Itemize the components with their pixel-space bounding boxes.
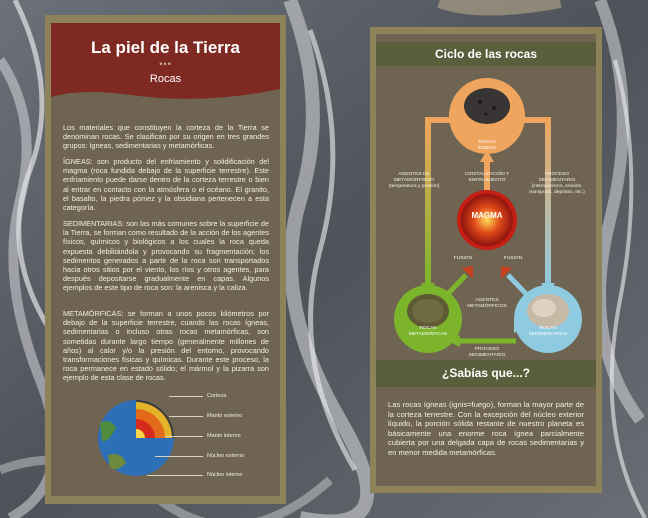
sedimentary-paragraph: SEDIMENTARIAS: son las más comunes sobre la superficie de la Tierra, se forman como resultado de la acción de los agentes físicos, químicos y biológicos a los cuales la roca queda expuesta debilitándola y provocando su fragmentación; los sedimentos generados a partir de la roca son transportados hacia otros sitios por el viento, los ríos y otros agentes, para después depositarse gradualmente en capas. Algunos ejemplos de este tipo de roca son: la arenisca y la caliza. — [63, 219, 269, 293]
metamorphic-agents-label: AGENTES METAMÓRFICOS — [467, 298, 507, 309]
magma-label: MAGMA — [471, 211, 503, 220]
rocks-info-content — [51, 23, 280, 496]
rock-cycle-title: Ciclo de las rocas — [376, 42, 596, 66]
layer-label-inner-mantle: Manto interno — [207, 433, 241, 439]
intro-paragraph: Los materiales que constituyen la corteza de la Tierra se denominan rocas. Se clasifican por su origen en tres grandes grupos: ígneas, sedimentarias y metamórficas. — [63, 123, 269, 151]
layer-label-inner-core: Núcleo interno — [207, 472, 243, 478]
fusion-right-label: FUSIÓN — [503, 256, 523, 261]
rock-cycle-panel — [370, 27, 602, 493]
did-you-know-title: ¿Sabías que...? — [376, 360, 596, 387]
igneous-paragraph: ÍGNEAS: son producto del enfriamiento y solidificación del magma (roca fundida debajo de la superficie terrestre). Este enfriamiento puede darse dentro de la corteza terrestre o bien al entrar en contacto con la atmósfera o el océano. El granito, el basalto, la piedra pómez y la obsidiana pertenecen a esta categoría. — [63, 157, 269, 213]
layer-label-outer-core: Núcleo externo — [207, 453, 244, 459]
igneous-label: ROCAS ÍGNEAS — [477, 140, 497, 151]
crystallization-label: CRISTALIZACIÓN Y ENFRIAMIENTO — [464, 172, 510, 183]
page-title: La piel de la Tierra — [91, 38, 240, 57]
rock-cycle-content — [376, 34, 596, 486]
title-divider: ••• — [159, 59, 172, 69]
page-subtitle: Rocas — [149, 73, 182, 85]
earth-layers-diagram — [96, 393, 176, 483]
metamorphism-label: AGENTES DE METAMORFISMO (temperatura y presión) — [388, 172, 440, 189]
sedimentary-process-bottom-label: PROCESO SEDIMENTARIO — [468, 347, 506, 358]
fusion-left-label: FUSIÓN — [453, 256, 473, 261]
sedimentary-process-top-label: PROCESO SEDIMENTARIO (intemperismo, erosión, transporte, depósito, etc.) — [529, 172, 585, 195]
metamorphic-label: ROCAS METAMÓRFICAS — [408, 326, 448, 337]
rocks-info-panel — [45, 15, 286, 504]
layer-label-outer-mantle: Manto externo — [207, 413, 243, 419]
metamorphic-paragraph: METAMÓRFICAS: se forman a unos pocos kilómetros por debajo de la superficie terrestre, cuando las rocas ígneas, sedimentarias o incluso otras rocas metamórficas, son sometidas durante largo tiempo (generalmente millones de años) al calor y/o la presión del entorno, provocando transformaciones físicas y químicas. Durante este proceso, la roca permanece en estado sólido; el mármol y la pizarra son ejemplo de esta clase de rocas. — [63, 309, 269, 383]
layer-label-crust: Corteza — [207, 393, 227, 399]
did-you-know-text: Las rocas ígneas (ignis=fuego), forman la mayor parte de la corteza terrestre. Con la excepción del núcleo exterior líquido, la porción sólida restante de nuestro planeta es básicamente una enorme roca ígnea parcialmente cubierta por una delgada capa de rocas sedimentarias y en menor medida metamórficas. — [388, 400, 584, 457]
sedimentary-label: ROCAS SEDIMENTARIAS — [528, 326, 568, 337]
